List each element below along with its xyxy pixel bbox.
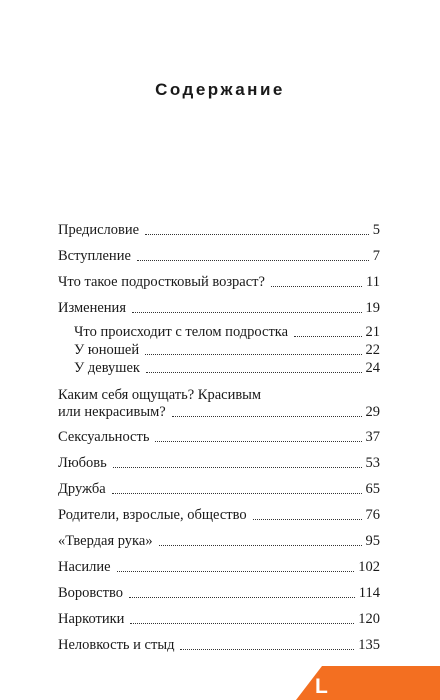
toc-entry-label: Изменения <box>58 300 126 316</box>
toc-entry-firm-hand[interactable] <box>58 533 380 550</box>
toc-entry-theft[interactable] <box>58 585 380 602</box>
leader-dots <box>294 335 361 337</box>
toc-entry-friendship[interactable] <box>58 481 380 498</box>
toc-entry-label: Дружба <box>58 481 106 497</box>
toc-entry-page: 102 <box>358 559 380 575</box>
leader-dots <box>129 596 355 598</box>
toc-entry-page: 21 <box>365 324 380 340</box>
toc-entry-page: 120 <box>358 611 380 627</box>
toc-entry-violence[interactable] <box>58 559 380 576</box>
leader-dots <box>130 622 354 624</box>
toc-entry-preface[interactable] <box>58 222 380 239</box>
toc-entry-label: Наркотики <box>58 611 125 627</box>
toc-entry-page: 95 <box>365 533 380 549</box>
leader-dots <box>146 371 362 373</box>
litres-logo-icon <box>296 666 440 700</box>
toc-subentry-body[interactable] <box>74 324 380 341</box>
toc-entry-label: Предисловие <box>58 222 140 238</box>
toc-entry-drugs[interactable] <box>58 611 380 628</box>
leader-dots <box>145 353 361 355</box>
toc-entry-what-is-adolescence[interactable] <box>58 274 380 291</box>
toc-entry-page: 5 <box>372 222 380 238</box>
toc-entry-introduction[interactable] <box>58 248 380 265</box>
toc-entry-page: 135 <box>358 637 380 653</box>
page-title: Содержание <box>155 80 285 99</box>
toc-entry-parents-society[interactable] <box>58 507 380 524</box>
toc-entry-page: 22 <box>365 342 380 358</box>
toc-entry-label: Что происходит с телом подростка <box>74 324 289 340</box>
toc-entry-page: 76 <box>365 507 380 523</box>
logo-letter: L <box>315 675 328 698</box>
toc-entry-label: У юношей <box>74 342 140 358</box>
toc-entry-label: Любовь <box>58 455 107 471</box>
toc-entry-page: 7 <box>372 248 380 264</box>
toc-entry-label: Вступление <box>58 248 131 264</box>
toc-entry-label-line2: или некрасивым? <box>58 404 166 420</box>
toc-entry-page: 53 <box>365 455 380 471</box>
toc-subentry-girls[interactable] <box>74 360 380 377</box>
toc-entry-label: Сексуальность <box>58 429 150 445</box>
toc-entry-label: Насилие <box>58 559 111 575</box>
toc-entry-label: Что такое подростковый возраст? <box>58 274 265 290</box>
toc-entry-label: Воровство <box>58 585 123 601</box>
toc-entry-page: 114 <box>358 585 380 601</box>
toc-entry-sexuality[interactable] <box>58 429 380 446</box>
toc-entry-label-line1: Каким себя ощущать? Красивым <box>58 387 262 403</box>
leader-dots <box>112 492 362 494</box>
leader-dots <box>113 466 362 468</box>
leader-dots <box>137 259 369 261</box>
toc-entry-label: У девушек <box>74 360 140 376</box>
toc-entry-love[interactable] <box>58 455 380 472</box>
toc-entry-label: Неловкость и стыд <box>58 637 175 653</box>
leader-dots <box>271 285 362 287</box>
leader-dots <box>155 440 361 442</box>
toc-entry-label: «Твердая рука» <box>58 533 153 549</box>
toc-entry-label: Родители, взрослые, общество <box>58 507 247 523</box>
leader-dots <box>159 544 362 546</box>
toc-entry-page: 37 <box>365 429 380 445</box>
toc-entry-page: 11 <box>366 274 380 290</box>
toc-entry-changes[interactable] <box>58 300 380 317</box>
leader-dots <box>117 570 355 572</box>
toc-entry-self-perception[interactable] <box>58 387 380 421</box>
leader-dots <box>253 518 362 520</box>
toc-entry-page: 24 <box>365 360 380 376</box>
toc-entry-page: 19 <box>365 300 380 316</box>
leader-dots <box>145 233 369 235</box>
toc-entry-page: 29 <box>365 404 380 420</box>
toc-subentry-boys[interactable] <box>74 342 380 359</box>
leader-dots <box>180 648 354 650</box>
toc-entry-page: 65 <box>365 481 380 497</box>
toc-entry-awkwardness-shame[interactable] <box>58 637 380 654</box>
leader-dots <box>172 415 362 417</box>
leader-dots <box>132 311 362 313</box>
